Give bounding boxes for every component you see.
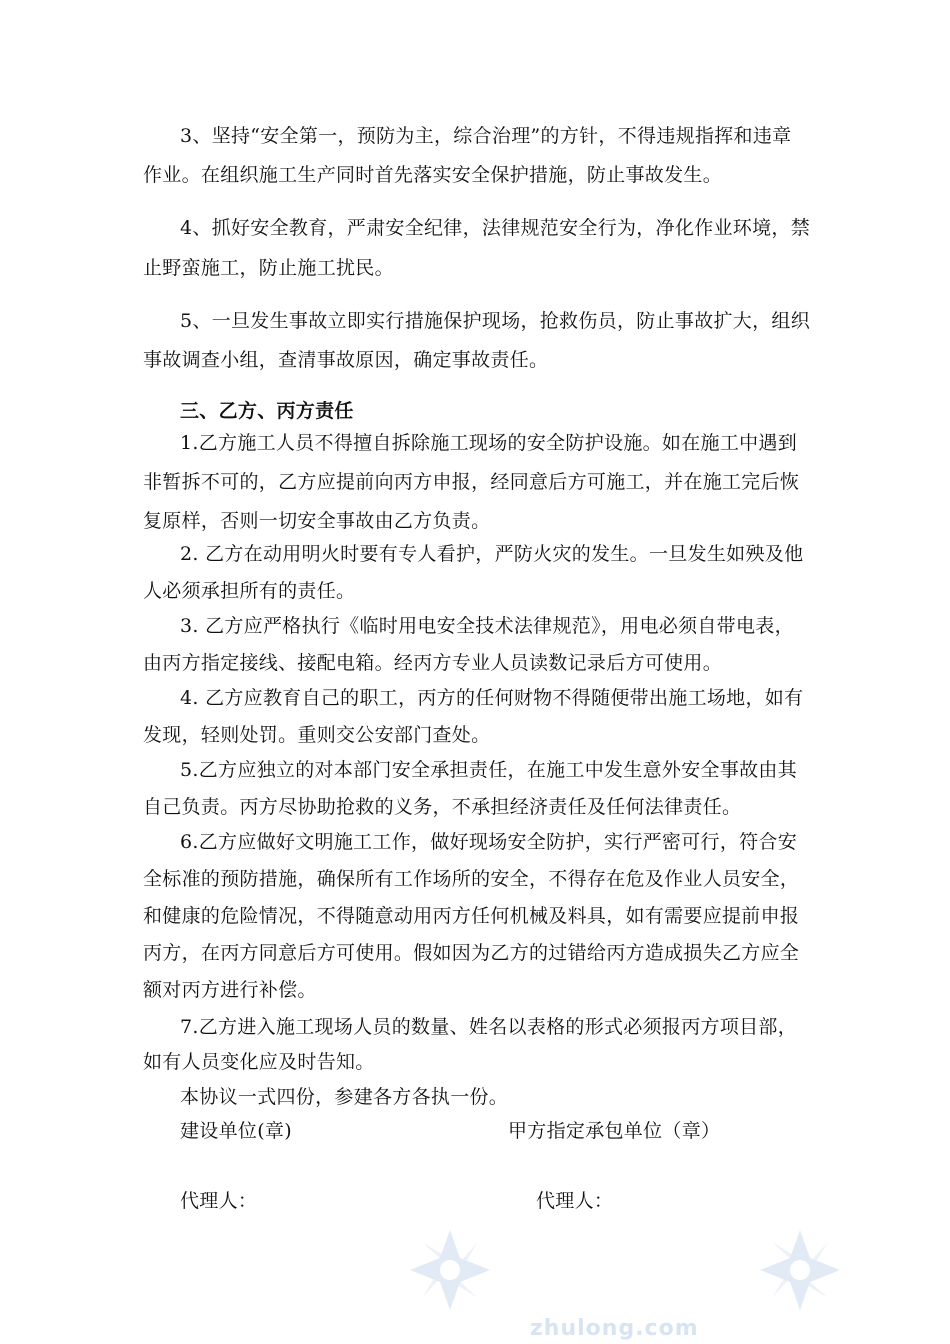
item-7-line-1: 7.乙方进入施工现场人员的数量、姓名以表格的形式必须报丙方项目部， xyxy=(180,1016,798,1038)
item-2-line-1: 2. 乙方在动用明火时要有专人看护，严防火灾的发生。一旦发生如殃及他 xyxy=(180,543,804,565)
item-6-line-4: 丙方，在丙方同意后方可使用。假如因为乙方的过错给丙方造成损失乙方应全 xyxy=(143,942,800,964)
paragraph-5-line-2: 事故调查小组，查清事故原因，确定事故责任。 xyxy=(143,349,549,371)
paragraph-4-line-1: 4、抓好安全教育，严肃安全纪律，法律规范安全行为，净化作业环境，禁 xyxy=(180,217,810,239)
paragraph-5-line-1: 5、一旦发生事故立即实行措施保护现场，抢救伤员，防止事故扩大，组织 xyxy=(180,310,810,332)
paragraph-3-line-2: 作业。在组织施工生产同时首先落实安全保护措施，防止事故发生。 xyxy=(143,164,723,186)
item-5-line-2: 自己负责。丙方尽协助抢救的义务，不承担经济责任及任何法律责任。 xyxy=(143,796,742,818)
item-4-line-1: 4. 乙方应教育自己的职工，丙方的任何财物不得随便带出施工场地，如有 xyxy=(180,687,804,709)
section-heading: 三、乙方、丙方责任 xyxy=(180,400,354,422)
item-2-line-2: 人必须承担所有的责任。 xyxy=(143,580,356,602)
item-6-line-2: 全标准的预防措施，确保所有工作场所的安全，不得存在危及作业人员安全， xyxy=(143,868,800,890)
signature-right-unit: 甲方指定承包单位（章） xyxy=(508,1120,721,1142)
signature-left-agent: 代理人： xyxy=(180,1190,258,1212)
item-1-line-3: 复原样，否则一切安全事故由乙方负责。 xyxy=(143,510,491,532)
item-6-line-5: 额对丙方进行补偿。 xyxy=(143,979,317,1001)
item-1-line-1: 1.乙方施工人员不得擅自拆除施工现场的安全防护设施。如在施工中遇到 xyxy=(180,432,798,454)
item-6-line-3: 和健康的危险情况，不得随意动用丙方任何机械及料具，如有需要应提前申报 xyxy=(143,905,800,927)
item-3-line-1: 3. 乙方应严格执行《临时用电安全技术法律规范》，用电必须自带电表， xyxy=(180,615,794,637)
watermark-text: zhulong.com xyxy=(530,1316,699,1341)
signature-right-agent: 代理人： xyxy=(536,1190,614,1212)
item-3-line-2: 由丙方指定接线、接配电箱。经丙方专业人员读数记录后方可使用。 xyxy=(143,652,723,674)
paragraph-3-line-1: 3、坚持“安全第一，预防为主，综合治理”的方针，不得违规指挥和违章 xyxy=(180,125,792,147)
item-5-line-1: 5.乙方应独立的对本部门安全承担责任，在施工中发生意外安全事故由其 xyxy=(180,759,798,781)
item-1-line-2: 非暂拆不可的，乙方应提前向丙方申报，经同意后方可施工，并在施工完后恢 xyxy=(143,471,800,493)
paragraph-4-line-2: 止野蛮施工，防止施工扰民。 xyxy=(143,257,394,279)
item-7-line-2: 如有人员变化应及时告知。 xyxy=(143,1051,375,1073)
item-4-line-2: 发现，轻则处罚。重则交公安部门查处。 xyxy=(143,724,491,746)
signature-left-unit: 建设单位(章) xyxy=(180,1120,292,1142)
closing-statement: 本协议一式四份，参建各方各执一份。 xyxy=(180,1086,509,1108)
item-6-line-1: 6.乙方应做好文明施工工作，做好现场安全防护，实行严密可行，符合安 xyxy=(180,831,798,853)
